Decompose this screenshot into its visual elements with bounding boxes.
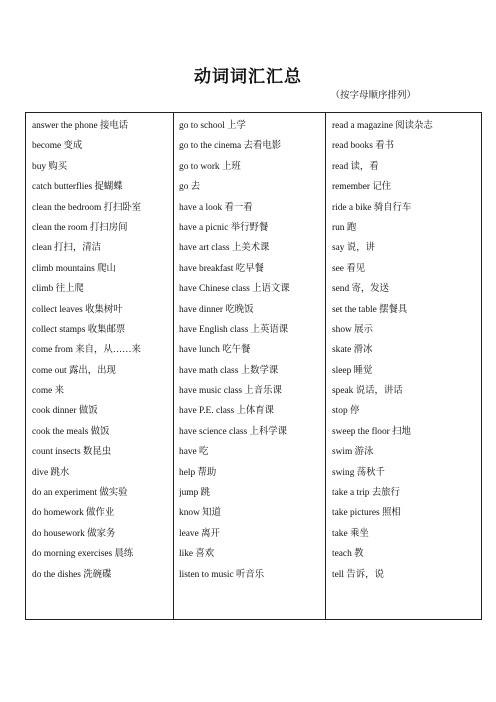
vocabulary-entry: send 寄，发送	[332, 284, 390, 295]
vocabulary-entry: say 说，讲	[332, 243, 375, 254]
vocabulary-entry: have lunch 吃午餐	[179, 345, 251, 356]
vocabulary-entry: dive 跳水	[32, 467, 70, 478]
vocabulary-entry: clean 打扫，清洁	[32, 243, 101, 254]
vocabulary-entry: tell 告诉，说	[332, 569, 384, 580]
vocabulary-entry: catch butterflies 捉蝴蝶	[32, 182, 123, 193]
vocabulary-entry: read 读，看	[332, 161, 379, 172]
vocabulary-entry: listen to music 听音乐	[179, 569, 265, 580]
vocabulary-entry: come from 来自，从……来	[32, 345, 141, 356]
vocabulary-entry: do the dishes 洗碗碟	[32, 569, 112, 580]
vocabulary-table	[25, 112, 482, 620]
document-title: 动词词汇汇总	[194, 67, 302, 87]
vocabulary-entry: have a look 看一看	[179, 202, 253, 213]
vocabulary-entry: come 来	[32, 386, 65, 397]
vocabulary-entry: go to work 上班	[179, 161, 241, 172]
vocabulary-entry: have dinner 吃晚饭	[179, 304, 254, 315]
vocabulary-entry: leave 离开	[179, 528, 220, 539]
vocabulary-entry: come out 露出，出现	[32, 365, 116, 376]
vocabulary-entry: jump 跳	[179, 488, 210, 499]
vocabulary-entry: help 帮助	[179, 467, 217, 478]
vocabulary-entry: like 喜欢	[179, 549, 215, 560]
vocabulary-entry: read books 看书	[332, 141, 394, 152]
vocabulary-entry: do housework 做家务	[32, 528, 116, 539]
vocabulary-entry: have breakfast 吃早餐	[179, 263, 264, 274]
vocabulary-entry: see 看见	[332, 263, 366, 274]
vocabulary-entry: answer the phone 接电话	[32, 121, 129, 131]
vocabulary-entry: do an experiment 做实验	[32, 488, 128, 499]
vocabulary-entry: swing 荡秋千	[332, 467, 385, 478]
vocabulary-entry: clean the room 打扫房间	[32, 222, 128, 233]
vocabulary-entry: cook the meals 做饭	[32, 426, 110, 437]
vocabulary-entry: collect leaves 收集树叶	[32, 304, 123, 315]
vocabulary-entry: stop 停	[332, 406, 360, 417]
vocabulary-entry: read a magazine 阅读杂志	[332, 121, 433, 131]
vocabulary-entry: ride a bike 骑自行车	[332, 202, 412, 213]
vocabulary-entry: set the table 摆餐具	[332, 304, 408, 315]
vocabulary-entry: have science class 上科学课	[179, 426, 288, 437]
document-subtitle: （按字母顺序排列）	[330, 91, 416, 101]
table-column	[325, 113, 481, 619]
vocabulary-entry: know 知道	[179, 508, 221, 519]
vocabulary-entry: go 去	[179, 182, 201, 193]
vocabulary-entry: go to the cinema 去看电影	[179, 141, 282, 152]
table-column	[173, 113, 325, 619]
table-column	[26, 113, 173, 619]
vocabulary-entry: show 展示	[332, 324, 373, 335]
vocabulary-entry: run 跑	[332, 222, 357, 233]
vocabulary-entry: take pictures 照相	[332, 508, 401, 519]
vocabulary-entry: take a trip 去旅行	[332, 488, 400, 499]
vocabulary-entry: have art class 上美术课	[179, 243, 270, 254]
vocabulary-entry: take 乘坐	[332, 528, 369, 539]
vocabulary-entry: speak 说话，讲话	[332, 386, 403, 397]
vocabulary-entry: buy 购买	[32, 161, 68, 172]
vocabulary-entry: have 吃	[179, 447, 209, 458]
vocabulary-entry: have music class 上音乐课	[179, 386, 282, 397]
vocabulary-entry: skate 滑冰	[332, 345, 373, 356]
vocabulary-entry: have math class 上数学课	[179, 365, 279, 376]
vocabulary-entry: climb 往上爬	[32, 284, 84, 295]
vocabulary-entry: climb mountains 爬山	[32, 263, 116, 274]
vocabulary-entry: swim 游泳	[332, 447, 374, 458]
vocabulary-entry: collect stamps 收集邮票	[32, 324, 126, 335]
vocabulary-entry: have English class 上英语课	[179, 324, 289, 335]
vocabulary-entry: remember 记住	[332, 182, 392, 193]
vocabulary-entry: have Chinese class 上语文课	[179, 284, 290, 295]
vocabulary-entry: go to school 上学	[179, 121, 246, 131]
vocabulary-entry: become 变成	[32, 141, 83, 152]
vocabulary-entry: teach 教	[332, 549, 364, 560]
vocabulary-entry: sleep 睡觉	[332, 365, 373, 376]
vocabulary-entry: clean the bedroom 打扫卧室	[32, 202, 142, 213]
vocabulary-entry: have P.E. class 上体育课	[179, 406, 275, 417]
vocabulary-entry: do homework 做作业	[32, 508, 115, 519]
vocabulary-entry: have a picnic 举行野餐	[179, 222, 269, 233]
vocabulary-entry: cook dinner 做饭	[32, 406, 98, 417]
vocabulary-entry: sweep the floor 扫地	[332, 426, 411, 437]
vocabulary-entry: do morning exercises 晨练	[32, 549, 134, 560]
vocabulary-entry: count insects 数昆虫	[32, 447, 112, 458]
